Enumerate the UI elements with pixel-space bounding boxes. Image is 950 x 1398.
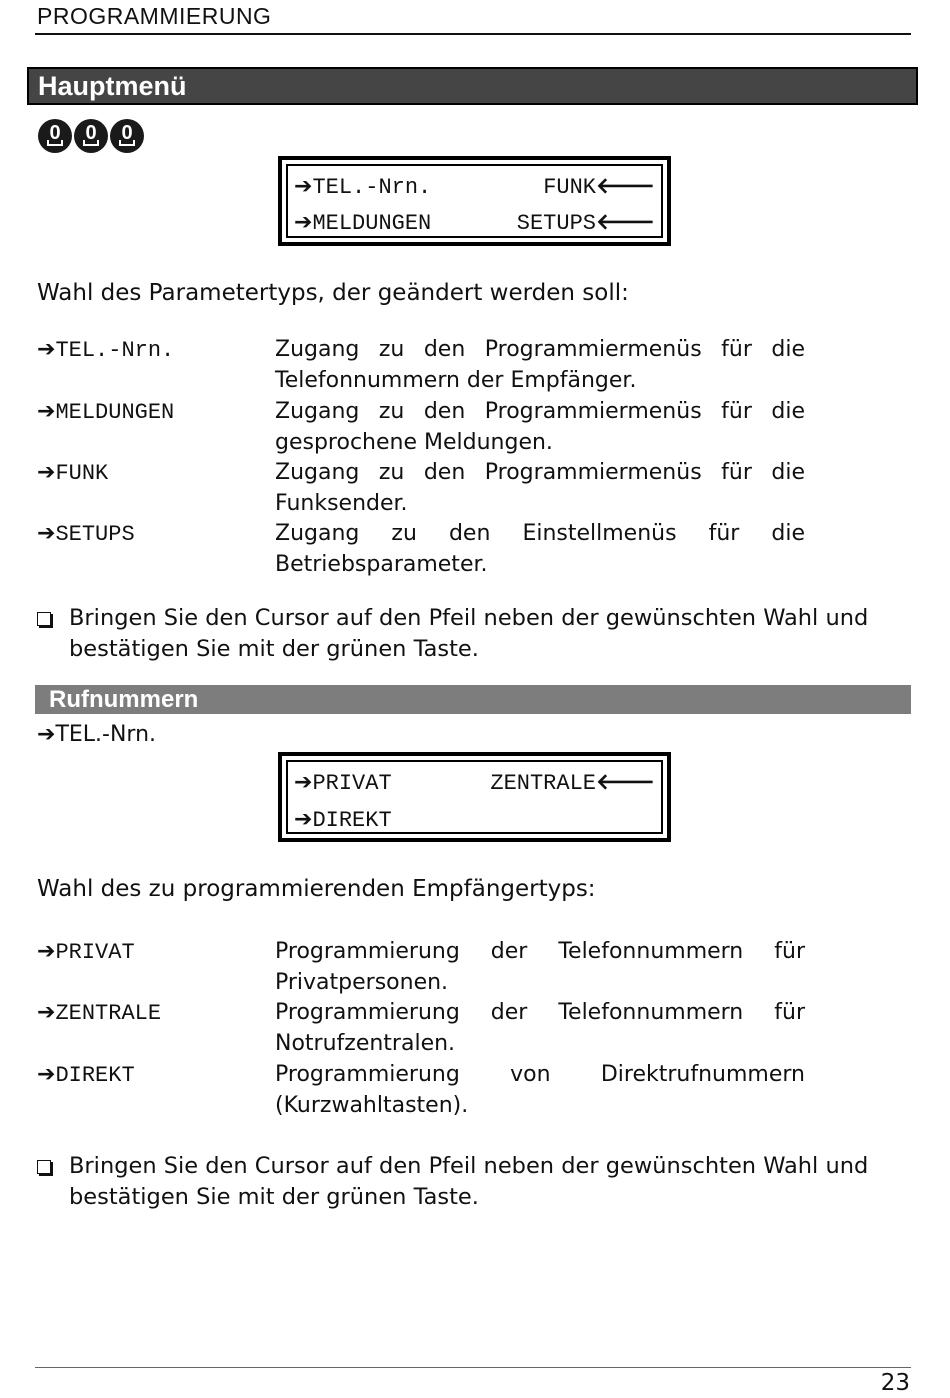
lcd-display-main-menu xyxy=(278,156,671,246)
definition-desc: Programmierung der Telefonnummern für Notrufzentralen. xyxy=(275,1000,805,1056)
key-0-icon: 0 xyxy=(110,119,144,153)
checkbox-bullet-icon xyxy=(37,612,51,626)
checkbox-bullet-icon xyxy=(37,1160,51,1174)
definition-term: FUNK xyxy=(55,461,109,486)
arrow-right-icon: ➔ xyxy=(37,939,56,964)
section-title-hauptmenue: Hauptmenü xyxy=(27,67,918,105)
arrow-left-icon: 🡐 xyxy=(596,174,655,199)
definition-term: TEL.-Nrn. xyxy=(55,338,175,363)
definition-term: ZENTRALE xyxy=(55,1001,162,1026)
definition-desc: Programmierung der Telefonnummern für Privatpersonen. xyxy=(275,939,805,995)
definition-term: MELDUNGEN xyxy=(55,400,175,425)
definition-term: DIREKT xyxy=(55,1063,135,1088)
section-title-rufnummern: Rufnummern xyxy=(35,685,911,714)
lcd-line-1 xyxy=(294,172,655,202)
header-rule xyxy=(35,33,911,35)
definition-desc: Zugang zu den Programmiermenüs für die Funksender. xyxy=(275,460,805,516)
section1-intro: Wahl des Parametertyps, der geändert werden soll: xyxy=(37,280,629,306)
lcd-line-1 xyxy=(294,768,655,798)
page-number: 23 xyxy=(880,1370,910,1396)
definition-desc: Zugang zu den Programmiermenüs für die Telefonnummern der Empfänger. xyxy=(275,337,805,393)
arrow-left-icon: 🡐 xyxy=(596,770,655,795)
lcd-option-privat: PRIVAT xyxy=(312,771,392,796)
arrow-right-icon: ➔ xyxy=(37,521,56,546)
instruction-bullet: Bringen Sie den Cursor auf den Pfeil neben der gewünschten Wahl und bestätigen Sie mit der grünen Taste. xyxy=(37,1151,909,1213)
lcd-line-2 xyxy=(294,805,655,835)
lcd-option-tel: TEL.-Nrn. xyxy=(312,175,432,200)
definition-term: PRIVAT xyxy=(55,940,135,965)
arrow-right-icon: ➔ xyxy=(37,460,56,485)
arrow-right-icon: ➔ xyxy=(37,337,56,362)
running-header: PROGRAMMIERUNG xyxy=(37,3,272,29)
definition-term: SETUPS xyxy=(55,522,135,547)
definition-desc: Programmierung von Direktrufnummern (Kurzwahltasten). xyxy=(275,1062,805,1118)
lcd-line-2 xyxy=(294,208,655,238)
lcd-option-direkt: DIREKT xyxy=(312,808,392,833)
arrow-right-icon: ➔ xyxy=(37,1062,56,1087)
key-0-icon: 0 xyxy=(74,119,108,153)
definition-desc: Zugang zu den Einstellmenüs für die Betriebsparameter. xyxy=(275,521,805,577)
lcd-option-setups: SETUPS xyxy=(516,211,596,236)
key-sequence xyxy=(38,119,144,153)
arrow-right-icon: ➔ xyxy=(294,807,313,832)
lcd-option-funk: FUNK xyxy=(543,175,596,200)
arrow-left-icon: 🡐 xyxy=(596,210,655,235)
lcd-display-rufnummern xyxy=(278,752,671,842)
section2-intro: Wahl des zu programmierenden Empfängertyps: xyxy=(37,876,596,902)
footer-rule xyxy=(35,1367,911,1368)
key-0-icon: 0 xyxy=(38,119,72,153)
arrow-right-icon: ➔ xyxy=(294,210,313,235)
instruction-bullet: Bringen Sie den Cursor auf den Pfeil neben der gewünschten Wahl und bestätigen Sie mit der grünen Taste. xyxy=(37,603,909,665)
lcd-option-meldungen: MELDUNGEN xyxy=(312,211,432,236)
arrow-right-icon: ➔ xyxy=(294,770,313,795)
arrow-right-icon: ➔ xyxy=(37,1000,56,1025)
arrow-right-icon: ➔ xyxy=(294,174,313,199)
menu-path: ➔TEL.-Nrn. xyxy=(37,722,157,747)
arrow-right-icon: ➔ xyxy=(37,722,56,747)
lcd-option-zentrale: ZENTRALE xyxy=(490,771,596,796)
definition-desc: Zugang zu den Programmiermenüs für die gesprochene Meldungen. xyxy=(275,399,805,455)
arrow-right-icon: ➔ xyxy=(37,399,56,424)
